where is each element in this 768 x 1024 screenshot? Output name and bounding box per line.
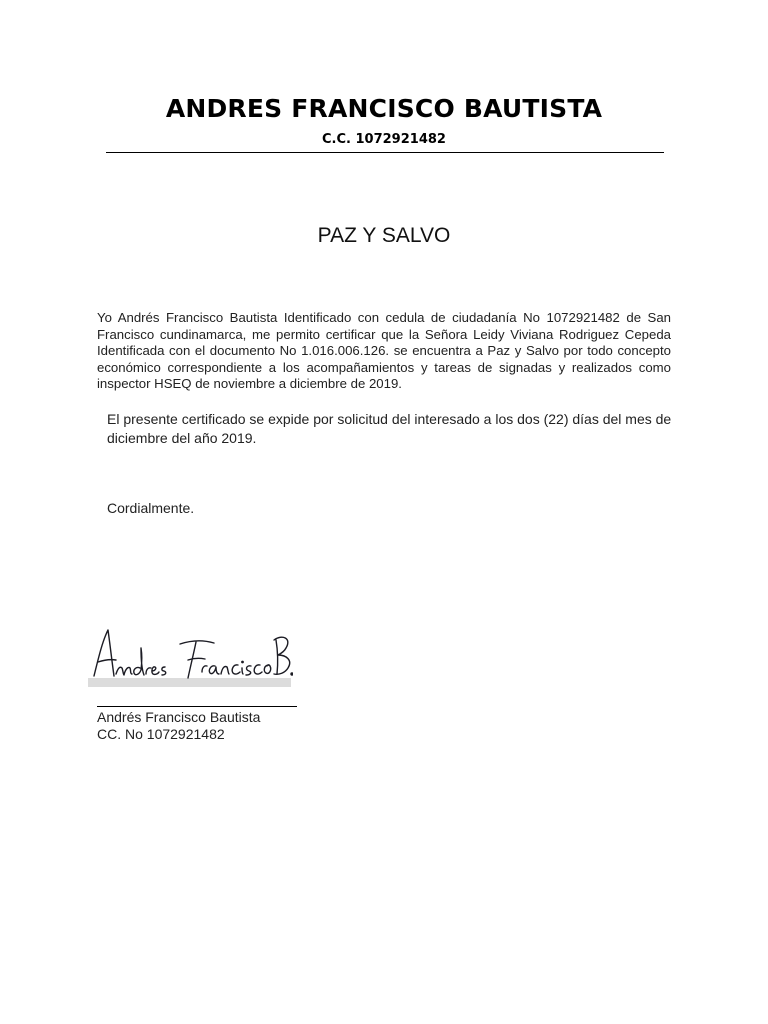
certification-paragraph: Yo Andrés Francisco Bautista Identificado con cedula de ciudadanía No 1072921482 de San Francisco cundinamarca, me permito certificar que la Señora Leidy Viviana Rodriguez Cepeda Identificada con el documento No 1.016.006.126. se encuentra a Paz y Salvo por todo concepto económico correspondiente a los acompañamientos y tareas de signadas y realizados como inspector HSEQ de noviembre a diciembre de 2019. (97, 310, 671, 391)
document-title: PAZ Y SALVO (317, 224, 451, 247)
signer-name: Andrés Francisco Bautista (97, 709, 261, 725)
handwritten-signature (88, 618, 293, 690)
letterhead-id-number: C.C. 1072921482 (322, 132, 446, 147)
closing-salutation: Cordialmente. (107, 500, 195, 516)
letterhead-name: ANDRES FRANCISCO BAUTISTA (165, 94, 603, 123)
letterhead-divider (106, 152, 664, 153)
signer-id-number: CC. No 1072921482 (97, 726, 225, 742)
signature-line (97, 706, 297, 707)
signature-scan-shadow (88, 678, 291, 687)
issuance-paragraph: El presente certificado se expide por solicitud del interesado a los dos (22) días del mes de diciembre del año 2019. (107, 411, 672, 446)
